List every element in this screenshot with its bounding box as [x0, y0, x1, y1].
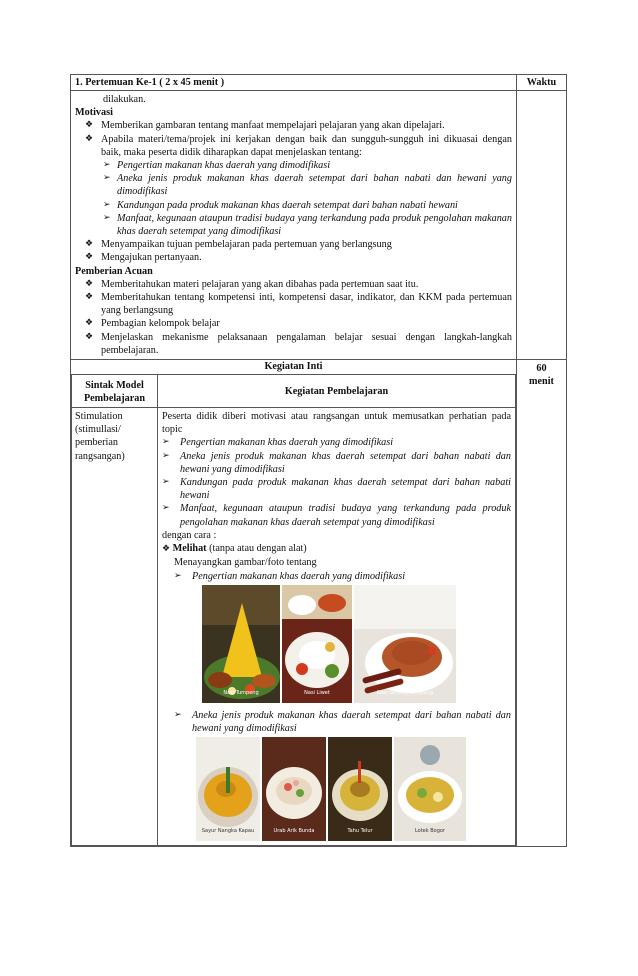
kegiatan-table	[71, 374, 516, 846]
waktu-value: 60	[536, 363, 547, 375]
diamond-bullet-icon: ❖	[85, 278, 94, 289]
arrow-bullet-icon: ➢	[103, 212, 111, 223]
lesson-plan-page	[70, 74, 566, 847]
meeting-title: 1. Pertemuan Ke-1 ( 2 x 45 menit )	[71, 75, 517, 91]
diamond-bullet-icon: ❖	[85, 120, 94, 131]
food-gallery-2	[196, 737, 511, 841]
diamond-bullet-icon: ❖	[85, 239, 94, 250]
gallery2-title: ➢ Aneka jenis produk makanan khas daerah setempat dari bahan nabati dan hewani yang dimodifikasi	[174, 709, 511, 734]
arrow-bullet-icon: ➢	[174, 709, 182, 720]
motivasi-subitem: ➢ Kandungan pada produk makanan khas daerah setempat dari bahan nabati hewani	[103, 199, 458, 211]
food-gallery-1	[202, 585, 511, 703]
caption: Tahu Telur	[347, 827, 373, 834]
motivasi-item: ❖ Menyampaikan tujuan pembelajaran pada pertemuan yang berlangsung	[85, 239, 392, 251]
melihat-line	[162, 542, 511, 556]
arrow-bullet-icon: ➢	[162, 437, 170, 448]
motivasi-subitem: ➢ Aneka jenis produk makanan khas daerah setempat dari bahan nabati dan hewani yang dimodifikasi	[103, 173, 512, 198]
arrow-bullet-icon: ➢	[103, 199, 111, 210]
photo-nasi-tumpeng	[202, 585, 280, 703]
caption: Nasi Tumpeng	[223, 689, 259, 696]
diamond-bullet-icon: ❖	[85, 252, 94, 263]
gallery1-title: ➢ Pengertian makanan khas daerah yang dimodifikasi	[174, 570, 406, 582]
motivasi-subitem: ➢ Pengertian makanan khas daerah yang dimodifikasi	[103, 160, 331, 172]
pendahuluan-cell	[71, 91, 517, 360]
topic-item: ➢ Aneka jenis produk makanan khas daerah setempat dari bahan nabati dan hewani yang dimodifikasi	[162, 450, 511, 475]
diamond-bullet-icon: ❖	[85, 292, 94, 303]
arrow-bullet-icon: ➢	[162, 450, 170, 461]
menayangkan-line: Menayangkan gambar/foto tentang	[174, 557, 317, 569]
motivasi-item: ❖ Memberikan gambaran tentang manfaat mempelajari pelajaran yang akan dipelajari.	[85, 120, 445, 132]
caption: Lotek Bogor	[414, 827, 446, 834]
diamond-bullet-icon: ❖	[162, 544, 171, 555]
arrow-bullet-icon: ➢	[103, 173, 111, 184]
arrow-bullet-icon: ➢	[162, 503, 170, 514]
photo-urab-arik	[262, 737, 326, 841]
pendahuluan-waktu-cell	[517, 91, 567, 360]
melihat-rest: (tanpa atau dengan alat)	[206, 543, 307, 555]
kegiatan-header: Kegiatan Pembelajaran	[158, 375, 516, 408]
caption: Sayur Nangka Kapau	[201, 827, 255, 834]
kegiatan-inti-cell	[71, 360, 517, 847]
photo-tahu-telur	[328, 737, 392, 841]
photo-sayur-nangka	[196, 737, 260, 841]
melihat-label: Melihat	[172, 543, 207, 555]
acuan-item: ❖ Pembagian kelompok belajar	[85, 318, 220, 330]
acuan-heading: Pemberian Acuan	[75, 265, 153, 277]
motivasi-item: ❖ Apabila materi/tema/projek ini kerjakan dengan baik dan sungguh-sungguh ini dikuasai dengan baik, maka peserta didik diharapkan dapat menjelaskan tentang:	[85, 133, 512, 158]
photo-nasi-liwet	[282, 585, 352, 703]
topic-item: ➢ Pengertian makanan khas daerah yang dimodifikasi	[162, 437, 394, 449]
acuan-item: ❖ Menjelaskan mekanisme pelaksanaan pengalaman belajar sesuai dengan langkah-langkah pembelajaran.	[85, 331, 512, 356]
photo-lotek-bogor	[394, 737, 466, 841]
waktu-unit: menit	[529, 376, 554, 388]
waktu-header: Waktu	[517, 75, 567, 91]
photo-nasi-goreng	[354, 585, 456, 703]
diamond-bullet-icon: ❖	[85, 318, 94, 329]
motivasi-item: ❖ Mengajukan pertanyaan.	[85, 252, 202, 264]
acuan-item: ❖ Memberitahukan materi pelajaran yang akan dibahas pada pertemuan saat itu.	[85, 278, 419, 290]
diamond-bullet-icon: ❖	[85, 133, 94, 144]
arrow-bullet-icon: ➢	[174, 570, 182, 581]
topic-item: ➢ Manfaat, kegunaan ataupun tradisi budaya yang terkandung pada produk pengolahan makanan khas daerah setempat yang dimodifikasi	[162, 503, 511, 528]
sintak-header: Sintak Model Pembelajaran	[72, 375, 158, 408]
motivasi-heading: Motivasi	[75, 107, 113, 119]
diamond-bullet-icon: ❖	[85, 331, 94, 342]
intro-line: dilakukan.	[103, 94, 146, 105]
motivasi-subitem: ➢ Manfaat, kegunaan ataupun tradisi budaya yang terkandung pada produk pengolahan makanan khas daerah setempat yang dimodifikasi	[103, 212, 512, 238]
lesson-table	[70, 74, 567, 847]
arrow-bullet-icon: ➢	[103, 160, 111, 171]
kegiatan-stimulation	[158, 408, 516, 846]
topic-item: ➢ Kandungan pada produk makanan khas daerah setempat dari bahan nabati hewani	[162, 477, 511, 502]
dengan-cara: dengan cara :	[162, 529, 217, 541]
arrow-bullet-icon: ➢	[162, 477, 170, 488]
kegiatan-inti-title: Kegiatan Inti	[264, 361, 323, 373]
caption: Nasi Goreng Kampung	[376, 689, 434, 696]
stimulation-intro: Peserta didik diberi motivasi atau rangsangan untuk memusatkan perhatian pada topic	[162, 411, 511, 436]
acuan-item: ❖ Memberitahukan tentang kompetensi inti, kompetensi dasar, indikator, dan KKM pada pertemuan yang berlangsung	[85, 292, 512, 317]
caption: Nasi Liwet	[304, 689, 330, 696]
sintak-stimulation: Stimulation (stimullasi/ pemberian rangsangan)	[72, 408, 158, 846]
caption: Urab Arik Bunda	[273, 827, 315, 834]
kegiatan-inti-waktu	[517, 360, 567, 847]
